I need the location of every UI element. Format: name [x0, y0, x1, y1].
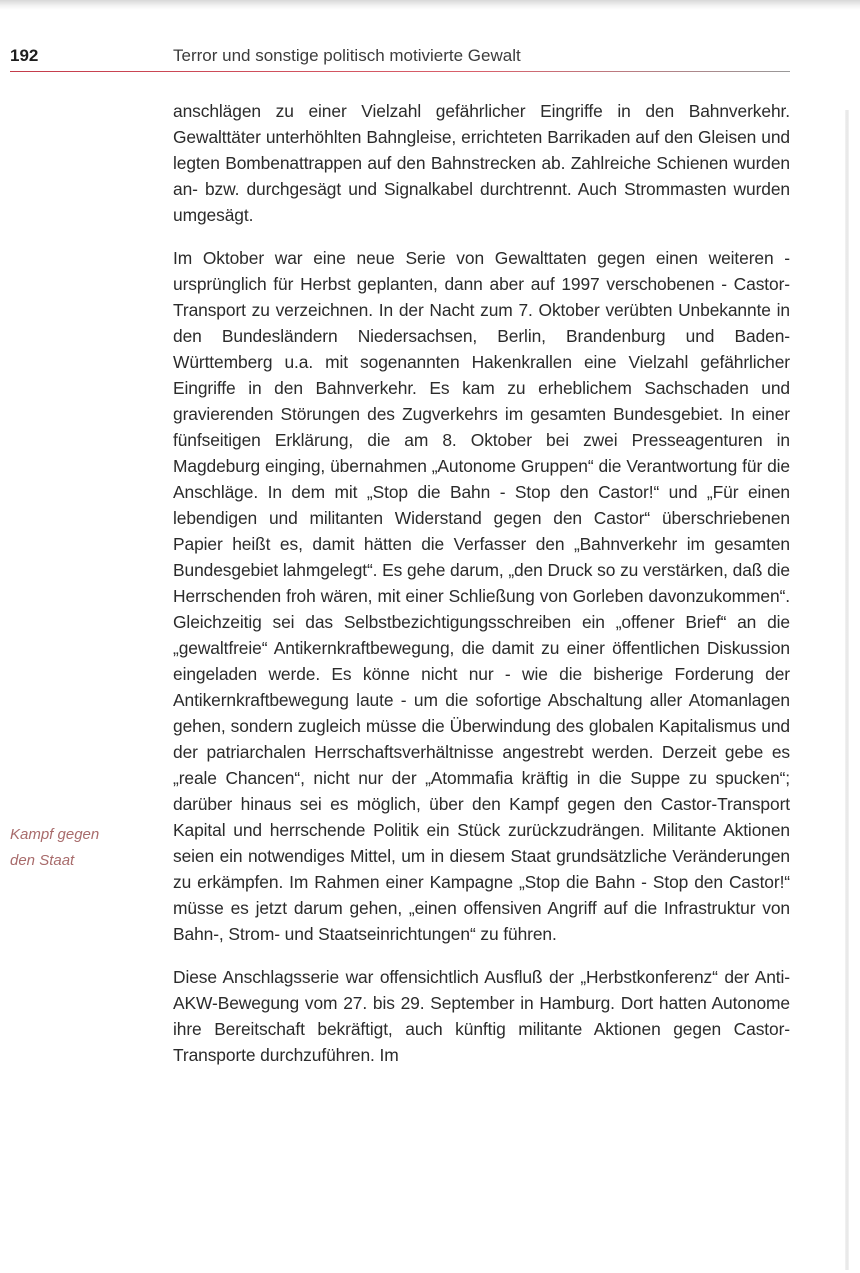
paragraph-1: anschlägen zu einer Vielzahl gefährlicher Eingriffe in den Bahnverkehr. Gewalttäter unterhöhlten Bahngleise, errichteten Barrikaden auf den Gleisen und legten Bombenattrappen auf den Bahnstrecken ab. Zahlreiche Schienen wurden an- bzw. durchgesägt und Signalkabel durchtrennt. Auch Strommasten wurden umgesägt. [173, 101, 790, 225]
page-number: 192 [10, 46, 39, 65]
paragraph-2: Im Oktober war eine neue Serie von Gewalttaten gegen einen weiteren - ursprünglich für Herbst geplanten, dann aber auf 1997 verschobenen - Castor-Transport zu verzeichnen. In der Nacht zum 7. Oktober verübten Unbekannte in den Bundesländern Niedersachsen, Berlin, Brandenburg und Baden-Württemberg u.a. mit sogenannten Hakenkrallen eine Vielzahl gefährlicher Eingriffe in den Bahnverkehr. Es kam zu erheblichem Sachschaden und gravierenden Störungen des Zugverkehrs im gesamten Bundesgebiet. In einer fünfseitigen Erklärung, die am 8. Oktober bei zwei Presseagenturen in Magdeburg einging, übernahmen „Autonome Gruppen“ die Verantwortung für die Anschläge. In dem mit „Stop die Bahn - Stop den Castor!“ und „Für einen lebendigen und militanten Widerstand gegen den Castor“ überschriebenen Papier heißt es, damit hätten die Verfasser den „Bahnverkehr im gesamten Bundesgebiet lahmgelegt“. Es gehe darum, „den Druck so zu verstärken, daß die Herrschenden froh wären, mit einer Schließung von Gorleben davonzukommen“. Gleichzeitig sei das Selbstbezichtigungsschreiben ein „offener Brief“ an die „gewaltfreie“ Antikernkraftbewegung, die damit zu einer öffentlichen Diskussion eingeladen werde. Es könne nicht nur - wie die bisherige Forderung der Antikernkraftbewegung laute - um die sofortige Abschaltung aller Atomanlagen gehen, sondern zugleich müsse die Überwindung des globalen Kapitalismus und der patriarchalen Herrschaftsverhältnisse angestrebt werden. Derzeit gebe es „reale Chancen“, nicht nur der „Atommafia kräftig in die Suppe zu spucken“; darüber hinaus sei es möglich, über den Kampf gegen den Castor-Transport Kapital und herrschende Politik ein Stück zurückzudrängen. Militante Aktionen seien ein notwendiges Mittel, um in diesem Staat grundsätzliche Veränderungen zu erkämpfen. Im Rahmen einer Kampagne „Stop die Bahn - Stop den Castor!“ müsse es jetzt darum gehen, „einen offensiven Angriff auf die Infrastruktur von Bahn-, Strom- und Staatseinrichtungen“ zu führen. [173, 248, 790, 944]
margin-note-line-2: den Staat [10, 852, 75, 869]
scan-top-shadow [0, 0, 860, 10]
margin-note-line-1: Kampf gegen [10, 826, 100, 843]
body-text [173, 98, 790, 1085]
paragraph-3: Diese Anschlagsserie war offensichtlich Ausfluß der „Herbstkonferenz“ der Anti-AKW-Bewegung vom 27. bis 29. September in Hamburg. Dort hatten Autonome ihre Bereitschaft bekräftigt, auch künftig militante Aktionen gegen Castor-Transporte durchzuführen. Im [173, 967, 790, 1065]
page-header [10, 44, 790, 72]
margin-note [10, 822, 150, 874]
running-head: Terror und sonstige politisch motivierte Gewalt [173, 46, 521, 65]
page-edge [845, 110, 849, 1270]
header-rule [10, 71, 790, 72]
